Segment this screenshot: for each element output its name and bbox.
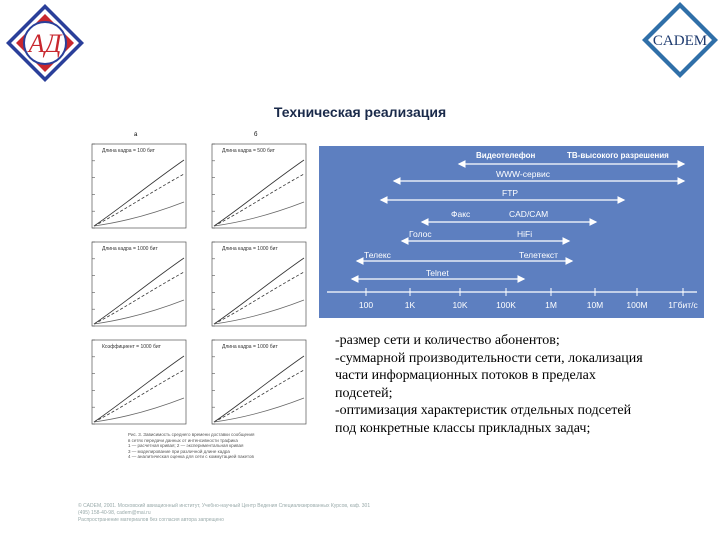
spectrum-bar-label: HiFi xyxy=(517,229,533,239)
caption-line: 1 — расчетная кривая; 2 — экспериментальная кривая xyxy=(128,443,244,448)
graph-curve xyxy=(94,258,184,324)
spectrum-bar-label: Голос xyxy=(409,229,432,239)
graph-curve xyxy=(94,174,184,226)
graph-plot xyxy=(198,140,310,240)
logo-right-text: CADEM xyxy=(652,33,708,49)
graph-plot xyxy=(198,336,310,436)
graph-frame xyxy=(212,144,306,228)
graph-panel xyxy=(198,238,310,338)
spectrum-scale-label: 100 xyxy=(358,300,374,310)
graph-plot xyxy=(78,140,190,240)
graph-curve xyxy=(214,258,304,324)
graph-curve xyxy=(214,174,304,226)
bandwidth-spectrum-diagram xyxy=(319,146,704,318)
footer xyxy=(78,503,498,524)
logo-left-text: АД xyxy=(28,29,62,58)
spectrum-scale-label: 1K xyxy=(404,300,416,310)
graph-curve xyxy=(94,272,184,324)
graph-panel-label: Длина кадра = 1000 бит xyxy=(222,246,278,252)
spectrum-scale-label: 10K xyxy=(452,300,468,310)
logo-right xyxy=(640,0,720,80)
spectrum-bar-label: FTP xyxy=(502,188,519,198)
caption-line: 3 — моделирование при различной длине кадра xyxy=(128,448,230,454)
graph-column-label: б xyxy=(254,132,258,138)
spectrum-bar-label: CAD/CAM xyxy=(509,209,549,219)
graph-column-label: а xyxy=(134,132,138,138)
graph-curve xyxy=(94,202,184,226)
graph-curve xyxy=(214,398,304,422)
graph-curve xyxy=(214,160,304,226)
spectrum-scale-label: 100K xyxy=(496,300,516,310)
graph-panel xyxy=(78,238,190,338)
graph-panel xyxy=(198,336,310,436)
footer-line: Распространение материалов без согласия автора запрещено xyxy=(78,517,224,523)
graph-plot xyxy=(78,238,190,338)
spectrum-header-label: Видеотелефон xyxy=(476,151,536,160)
graph-panel xyxy=(198,140,310,240)
cadem-logo-icon xyxy=(640,0,720,80)
graph-curve xyxy=(214,272,304,324)
spectrum-scale-label: 1M xyxy=(545,300,557,310)
spectrum-svg xyxy=(319,146,704,318)
spectrum-scale-label: 1Гбит/с xyxy=(668,300,698,310)
graphs-figure xyxy=(78,132,310,468)
graph-frame xyxy=(212,340,306,424)
graph-curve xyxy=(214,370,304,422)
graph-frame xyxy=(212,242,306,326)
graph-panel-label: Длина кадра = 1000 бит xyxy=(102,246,158,252)
graph-panel xyxy=(78,140,190,240)
caption-line: в сетях передачи данных от интенсивности трафика xyxy=(128,437,238,443)
spectrum-bar-label: WWW-сервис xyxy=(496,169,550,179)
spectrum-bar-label: Телекс xyxy=(364,250,391,260)
graph-curve xyxy=(94,356,184,422)
caption-line: 4 — аналитическая оценка для сети с коммутацией пакетов xyxy=(128,454,254,459)
graph-panel-label: Коэффициент = 1000 бит xyxy=(102,344,161,350)
caption-line: Рис. 3. Зависимость среднего времени доставки сообщения xyxy=(128,432,255,437)
graph-frame xyxy=(92,242,186,326)
footer-line: © CADEM, 2001. Московский авиационный институт, Учебно-научный Центр Ведения Специализированных Курсов, каф. 301 xyxy=(78,503,371,509)
spectrum-bar-label: Факс xyxy=(451,209,471,219)
graph-frame xyxy=(92,340,186,424)
bullet-line: части информационных потоков в пределах xyxy=(335,368,596,383)
spectrum-bar-label: Telnet xyxy=(426,268,449,278)
graph-curve xyxy=(94,398,184,422)
graph-curve xyxy=(94,300,184,324)
graph-panel-label: Длина кадра = 100 бит xyxy=(102,148,155,154)
graph-curve xyxy=(94,370,184,422)
graph-plot xyxy=(78,336,190,436)
graph-plot xyxy=(198,238,310,338)
bullet-line: подсетей; xyxy=(335,385,393,401)
graphs-caption xyxy=(128,432,298,460)
slide-title: Техническая реализация xyxy=(273,104,447,120)
logo-left xyxy=(4,2,86,84)
bullet-line: -суммарной производительности сети, локализация xyxy=(335,350,643,366)
bullet-list xyxy=(335,332,705,437)
graph-curve xyxy=(214,202,304,226)
graph-curve xyxy=(214,300,304,324)
spectrum-scale-label: 100M xyxy=(626,300,648,310)
graph-frame xyxy=(92,144,186,228)
graph-curve xyxy=(214,356,304,422)
spectrum-header-label: ТВ-высокого разрешения xyxy=(567,151,669,160)
footer-line: (495) 158-40-98, cadem@mai.ru xyxy=(78,510,151,516)
bullet-line: -оптимизация характеристик отдельных подсетей xyxy=(335,403,632,418)
bullet-line: -размер сети и количество абонентов; xyxy=(335,333,560,348)
ad-logo-icon xyxy=(4,2,86,84)
graph-panel-label: Длина кадра = 500 бит xyxy=(222,148,275,154)
spectrum-bar-label: Телетекст xyxy=(519,250,559,260)
graph-panel-label: Длина кадра = 1000 бит xyxy=(222,344,278,350)
spectrum-scale-label: 10M xyxy=(586,300,604,310)
graph-panel xyxy=(78,336,190,436)
bullet-line: под конкретные классы прикладных задач; xyxy=(335,420,591,436)
graph-curve xyxy=(94,160,184,226)
